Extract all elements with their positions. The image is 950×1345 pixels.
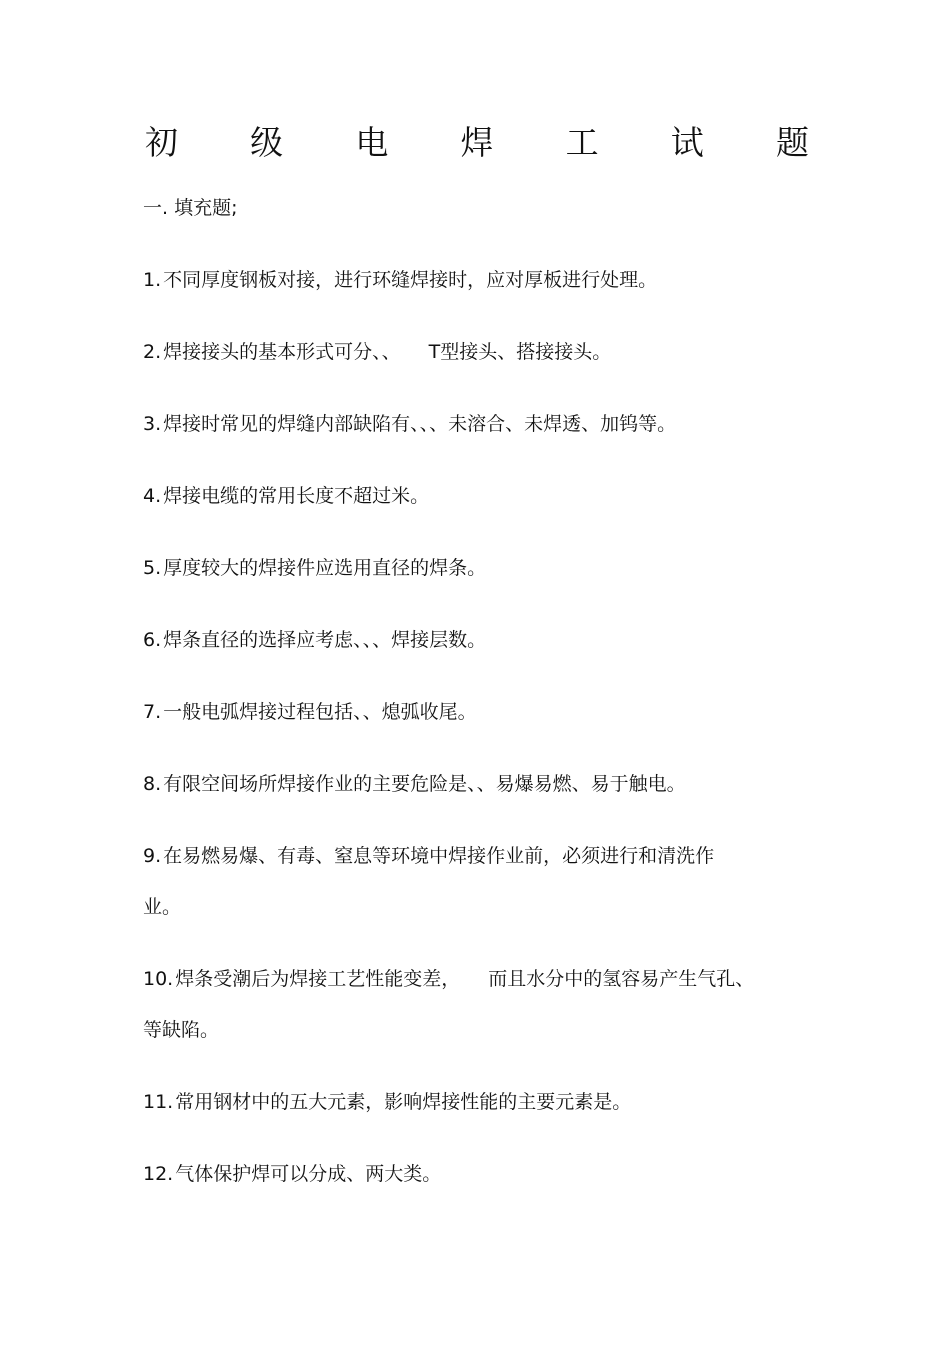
question-item [143,1084,803,1120]
question-item [143,961,803,1048]
question-item [143,1156,803,1192]
question-text: 有限空间场所焊接作业的主要危险是、、易爆易燃、易于触电。 [163,773,686,795]
question-text: 厚度较大的焊接件应选用直径的焊条。 [163,557,487,579]
question-text: 气体保护焊可以分成、两大类。 [175,1163,442,1185]
question-number: 12. [143,1163,174,1185]
title-char: 焊 [460,123,494,162]
question-item [143,478,803,514]
question-number: 6. [143,629,162,651]
question-number: 11. [143,1091,174,1113]
question-number: 8. [143,773,162,795]
question-text: 焊接电缆的常用长度不超过米。 [163,485,430,507]
question-item [143,766,803,802]
question-text: 不同厚度钢板对接，进行环缝焊接时，应对厚板进行处理。 [163,269,658,291]
title-char: 初 [145,123,178,162]
question-number: 7. [143,701,162,723]
question-number: 4. [143,485,162,507]
question-text: 在易燃易爆、有毒、窒息等环境中焊接作业前，必须进行和清洗作 [163,845,715,867]
question-number: 1. [143,269,162,291]
question-number: 2. [143,341,162,363]
question-line [143,838,803,874]
question-number: 3. [143,413,162,435]
question-text: 焊接接头的基本形式可分、、 [163,341,401,363]
question-number: 5. [143,557,162,579]
question-line [143,961,803,997]
question-text: 而且水分中的氢容易产生气孔、 [488,968,755,990]
question-item [143,406,803,442]
title-char: 试 [670,123,704,162]
question-text: 一般电弧焊接过程包括、、熄弧收尾。 [163,701,477,723]
title-char: 电 [355,123,389,162]
question-item [143,262,803,298]
question-item [143,838,803,925]
question-line: 等缺陷。 [143,1019,220,1041]
question-item [143,334,803,370]
question-number: 9. [143,845,162,867]
title-char: 级 [250,123,284,162]
question-text: 焊条受潮后为焊接工艺性能变差， [175,968,461,990]
question-line: 业。 [143,896,182,918]
document-body [143,190,803,1228]
title-char: 题 [775,123,809,162]
question-item [143,694,803,730]
document-title [145,118,809,168]
question-text: 焊条直径的选择应考虑、、、焊接层数。 [163,629,487,651]
question-text: T型接头、搭接接头。 [428,341,612,363]
question-item [143,622,803,658]
question-text: 焊接时常见的焊缝内部缺陷有、、、未溶合、未焊透、加钨等。 [163,413,677,435]
section-heading: 一. 填充题; [143,197,238,219]
question-text: 常用钢材中的五大元素，影响焊接性能的主要元素是。 [175,1091,632,1113]
question-number: 10. [143,968,174,990]
title-char: 工 [565,123,599,162]
question-item [143,550,803,586]
